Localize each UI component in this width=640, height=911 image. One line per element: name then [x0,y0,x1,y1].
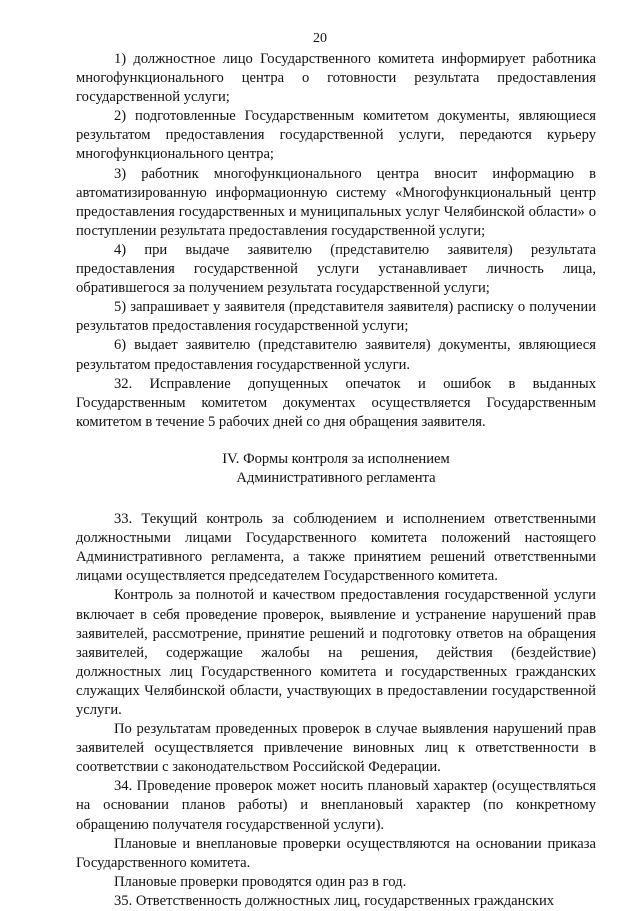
list-item-1: 1) должностное лицо Государственного комитета информирует работника многофункционального центра о готовности результата предоставления государственной услуги; [76,51,596,106]
list-item-3: 3) работник многофункционального центра вносит информацию в автоматизированную информационную систему «Многофункциональный центр предоставления государственных и муниципальных услуг Челябинской области» о поступлении результата предоставления государственной услуги; [76,165,596,239]
clause-35: 35. Ответственность должностных лиц, государственных гражданских [114,892,555,909]
clause-33: 33. Текущий контроль за соблюдением и исполнением ответственными должностными лицами Государственного комитета положений настоящего Административного регламента, а также принятием решений ответственными лицами осуществляется председателем Государственного комитета. [76,511,596,585]
clause-34: 34. Проведение проверок может носить плановый характер (осуществляться на основании планов работы) и внеплановый характер (по конкретному обращению получателя государственной услуги). [76,778,596,833]
document-body [76,50,596,911]
list-item-2: 2) подготовленные Государственным комитетом документы, являющиеся результатом предоставления государственной услуги, передаются курьеру многофункционального центра; [76,108,596,163]
section-heading [76,450,596,488]
section-heading-line-1: IV. Формы контроля за исполнением [222,450,450,467]
inspection-basis-paragraph: Плановые и внеплановые проверки осуществляются на основании приказа Государственного комитета. [76,835,596,871]
inspection-frequency-paragraph: Плановые проверки проводятся один раз в год. [114,873,407,890]
list-item-5: 5) запрашивает у заявителя (представителя заявителя) расписку о получении результатов предоставления государственной услуги; [76,299,596,335]
clause-32: 32. Исправление допущенных опечаток и ошибок в выданных Государственным комитетом документах осуществляется Государственным комитетом в течение 5 рабочих дней со дня обращения заявителя. [76,375,596,430]
page-number: 20 [313,31,327,46]
list-item-4: 4) при выдаче заявителю (представителю заявителя) результата предоставления государственной услуги устанавливает личность лица, обратившегося за получением результата государственной услуги; [76,241,596,297]
liability-paragraph: По результатам проведенных проверок в случае выявления нарушений прав заявителей осуществляется привлечение виновных лиц к ответственности в соответствии с законодательством Российской Федерации. [76,721,596,776]
section-heading-line-2: Административного регламента [236,469,436,486]
control-scope-paragraph: Контроль за полнотой и качеством предоставления государственной услуги включает в себя проведение проверок, выявление и устранение нарушений прав заявителей, рассмотрение, принятие решений и подготовку ответов на обращения заявителей, содержащие жалобы на решения, действия (бездействие) должностных лиц Государственного комитета и государственных гражданских служащих Челябинской области, участвующих в предоставлении государственной услуги. [76,587,596,718]
list-item-6: 6) выдает заявителю (представителю заявителя) документы, являющиеся результатом предоставления государственной услуги. [76,337,596,373]
